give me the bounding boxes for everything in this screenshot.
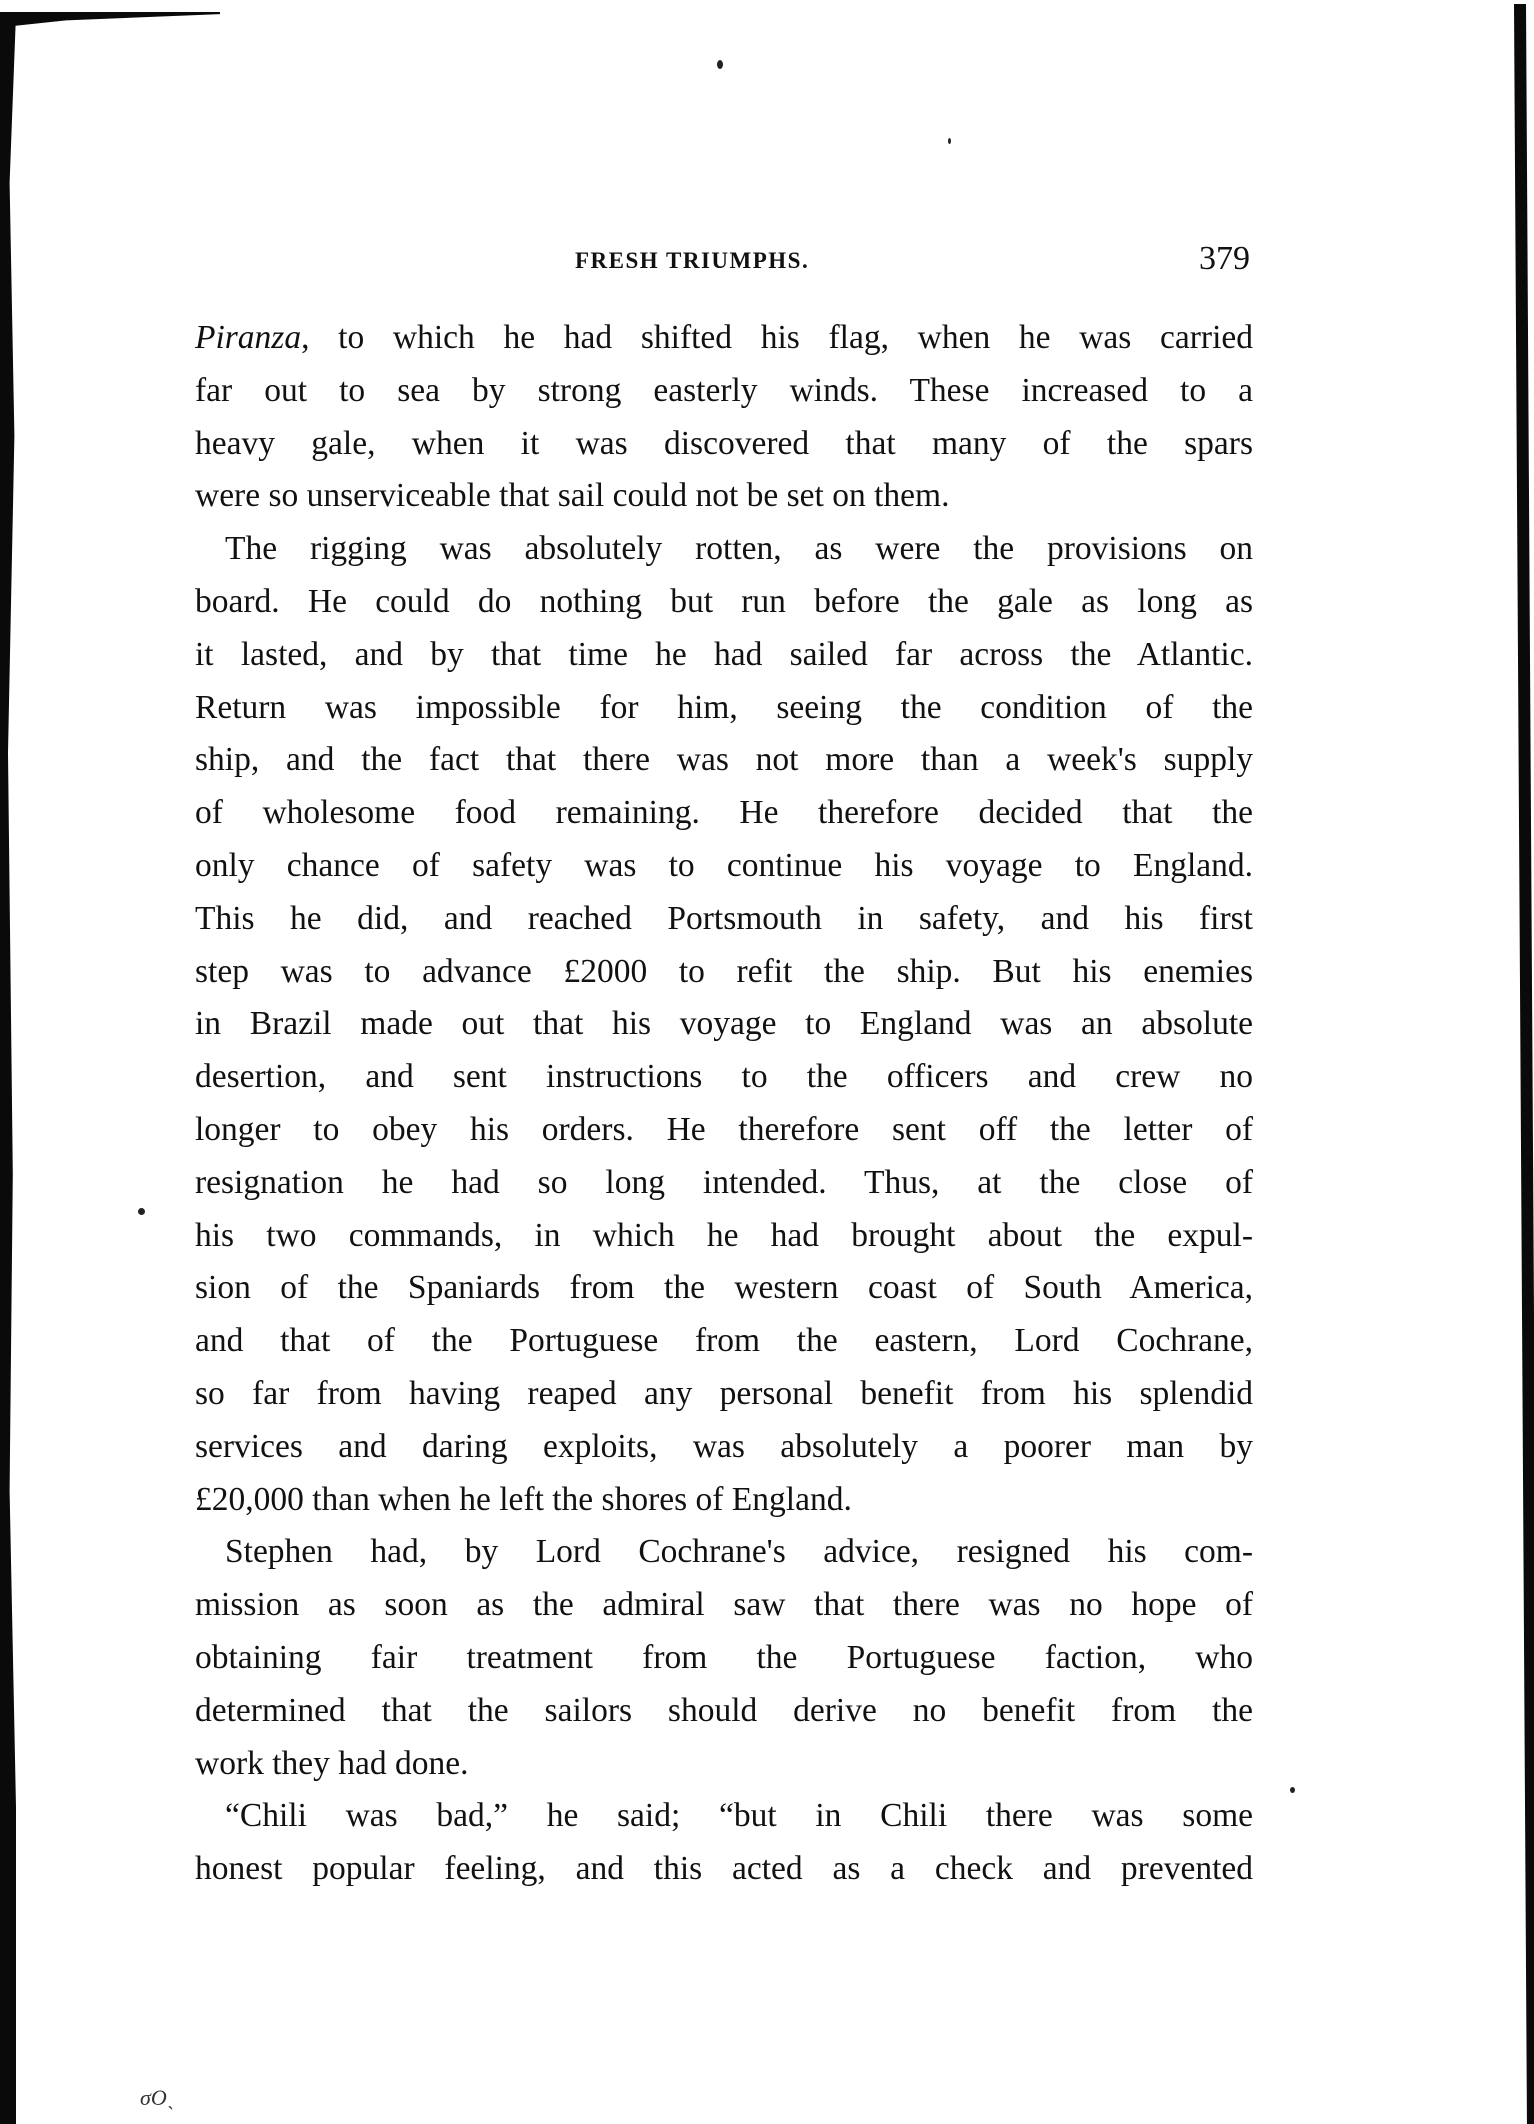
text-line: determined that the sailors should derive no benefit from the [195,1691,1253,1729]
text-line: £20,000 than when he left the shores of England. [195,1480,852,1518]
text-line: work they had done. [195,1744,469,1782]
running-head [195,240,1250,284]
body-text [195,312,1253,1896]
scan-edge-right-secondary [1528,1700,1532,2124]
text-line: so far from having reaped any personal benefit from his splendid [195,1374,1253,1412]
text-line: longer to obey his orders. He therefore sent off the letter of [195,1110,1253,1148]
text-line: The rigging was absolutely rotten, as were the provisions on [225,530,1253,568]
text-line: services and daring exploits, was absolutely a poorer man by [195,1427,1253,1465]
text-line: Return was impossible for him, seeing the condition of the [195,688,1253,726]
text-line: Stephen had, by Lord Cochrane's advice, resigned his com- [225,1533,1253,1571]
scan-speck [717,60,723,69]
scan-edge-left [0,14,16,2124]
text-line: heavy gale, when it was discovered that many of the spars [195,424,1253,462]
text-line: and that of the Portuguese from the eastern, Lord Cochrane, [195,1322,1253,1360]
text-line: his two commands, in which he had brought about the expul- [195,1216,1253,1254]
handwritten-mark: σΟˎ [140,2085,175,2110]
text-line: mission as soon as the admiral saw that there was no hope of [195,1586,1253,1624]
text-line: sion of the Spaniards from the western coast of South America, [195,1269,1253,1307]
text-line: were so unserviceable that sail could not be set on them. [195,477,950,515]
text-line: resignation he had so long intended. Thus, at the close of [195,1163,1253,1201]
scan-edge-top [0,12,220,26]
running-title: FRESH TRIUMPHS. [575,248,810,273]
scan-speck [1290,1787,1295,1793]
text-line: obtaining fair treatment from the Portuguese faction, who [195,1638,1253,1676]
text-line: Piranza, to which he had shifted his flag, when he was carried [195,319,1253,356]
text-line: desertion, and sent instructions to the officers and crew no [195,1058,1253,1096]
scan-speck [948,138,951,144]
text-line: of wholesome food remaining. He therefore decided that the [195,794,1253,832]
ship-name: Piranza [195,319,302,356]
text-line: only chance of safety was to continue his voyage to England. [195,846,1253,884]
text-line: step was to advance £2000 to refit the ship. But his enemies [195,952,1253,990]
text-line: it lasted, and by that time he had sailed far across the Atlantic. [195,635,1253,673]
text-line: honest popular feeling, and this acted as a check and prevented [195,1850,1253,1888]
text-line: “Chili was bad,” he said; “but in Chili there was some [225,1797,1253,1835]
scan-speck [138,1208,145,1215]
text-line: This he did, and reached Portsmouth in safety, and his first [195,899,1253,937]
text-line: in Brazil made out that his voyage to England was an absolute [195,1005,1253,1043]
text-line: ship, and the fact that there was not more than a week's supply [195,741,1253,779]
text-line: far out to sea by strong easterly winds. These increased to a [195,371,1253,409]
page-number: 379 [1199,240,1250,277]
text-line: board. He could do nothing but run before the gale as long as [195,582,1253,620]
